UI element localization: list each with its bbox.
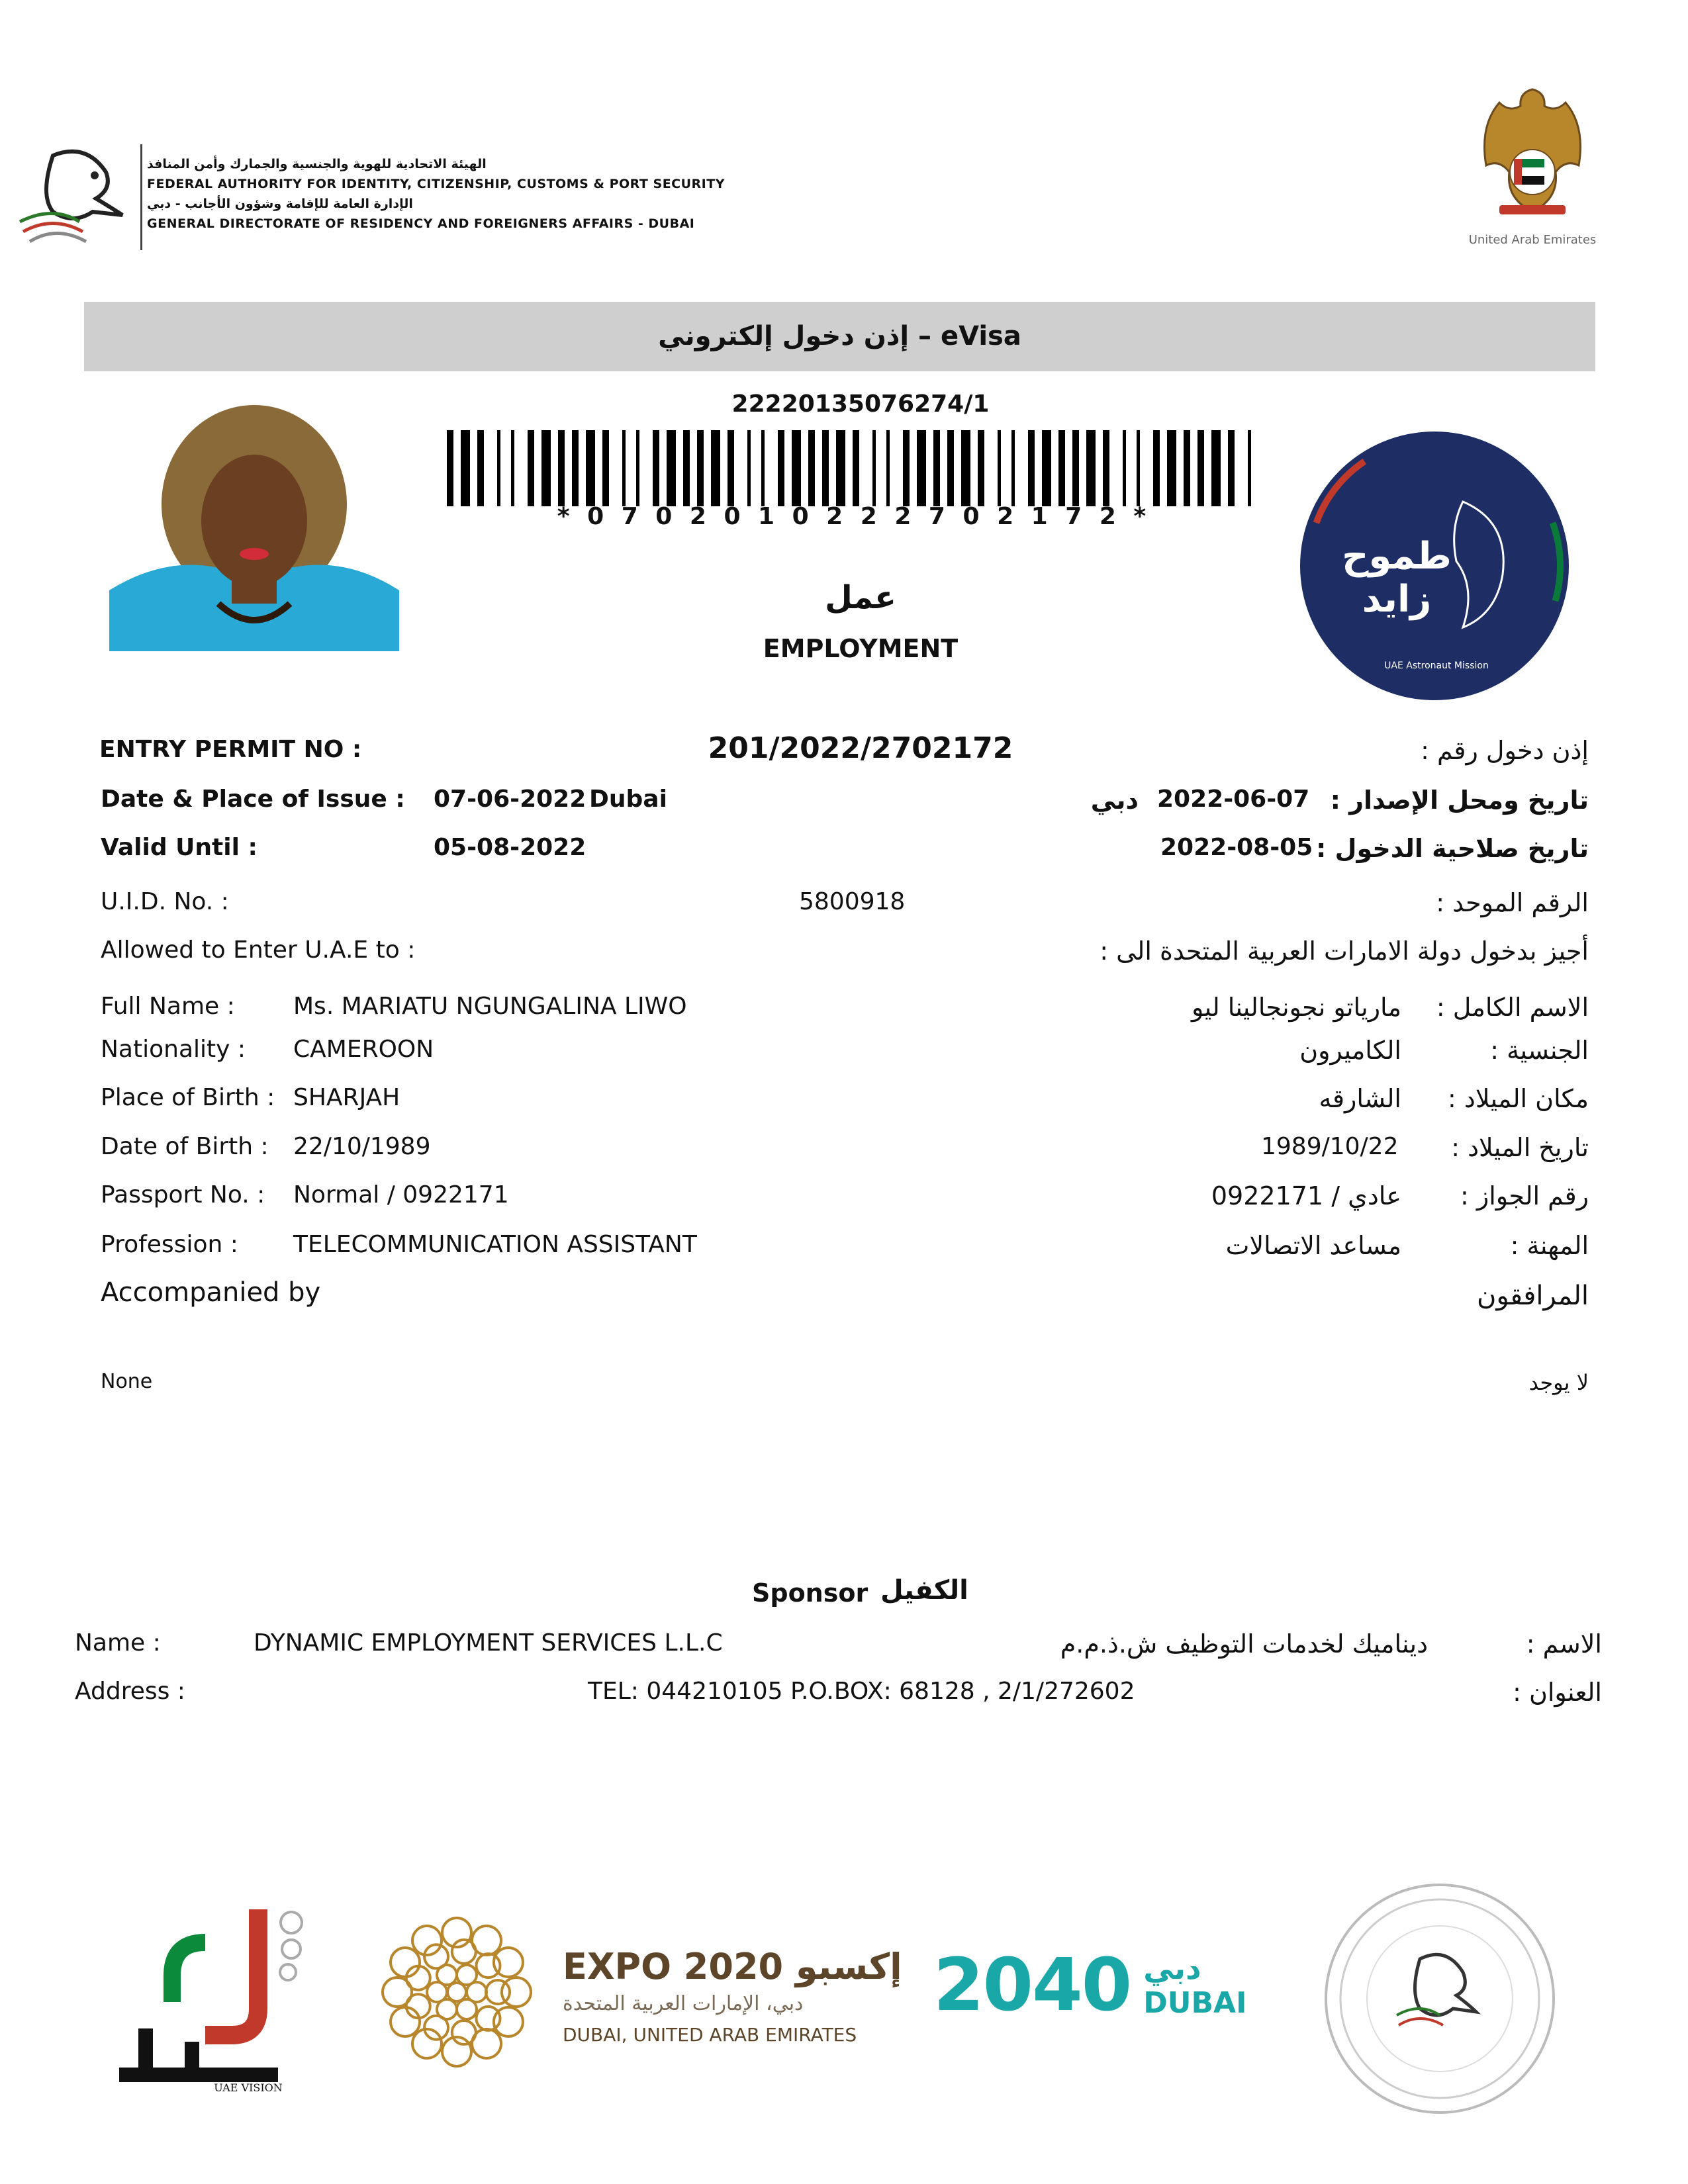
barcode-bar [1042, 430, 1051, 506]
passport-label-en: Passport No. : [101, 1181, 265, 1208]
sponsor-address-label-en: Address : [75, 1678, 185, 1705]
barcode-bar [961, 430, 970, 506]
authority-ar: الهيئة الاتحادية للهوية والجنسية والجمارك وأمن المنافذ [147, 157, 487, 171]
barcode-bar [998, 430, 1001, 506]
barcode-bar [541, 430, 551, 506]
dob-label-en: Date of Birth : [101, 1133, 269, 1160]
directorate-seal [1321, 1880, 1559, 2118]
barcode-bar [622, 430, 626, 506]
barcode-bar [683, 430, 690, 506]
barcode-digits: * 0 7 0 2 0 1 0 2 2 2 7 0 2 1 7 2 * [557, 503, 1151, 530]
barcode-bar [667, 430, 676, 506]
passport-label-ar: رقم الجواز : [1460, 1181, 1589, 1210]
sponsor-address: TEL: 044210105 P.O.BOX: 68128 , 2/1/272602 [588, 1678, 1135, 1705]
issue-place-ar: دبي [1090, 786, 1139, 815]
emblem-caption: United Arab Emirates [1468, 233, 1597, 247]
title-bar [84, 302, 1595, 371]
barcode-bar [447, 430, 453, 506]
birthplace-label-ar: مكان الميلاد : [1448, 1084, 1589, 1113]
holder-photo [109, 405, 399, 651]
authority-text [147, 154, 725, 234]
barcode-bar [1197, 430, 1204, 506]
sponsor-name-ar: ديناميك لخدمات التوظيف ش.ذ.م.م [1060, 1629, 1428, 1659]
nationality-label-en: Nationality : [101, 1036, 246, 1063]
profession-label-ar: المهنة : [1510, 1231, 1589, 1260]
badge-text-2: زايد [1362, 578, 1432, 621]
barcode-bar [558, 430, 565, 506]
barcode-bar [903, 430, 910, 506]
sponsor-heading-ar: الكفيل [880, 1575, 968, 1606]
uid-label-en: U.I.D. No. : [101, 888, 229, 915]
barcode-bar [586, 430, 595, 506]
barcode-bar [653, 430, 659, 506]
visa-type-ar: عمل [825, 579, 896, 616]
header-divider [140, 144, 142, 250]
sponsor-heading-en: Sponsor [752, 1578, 868, 1608]
barcode-bar [727, 430, 734, 506]
barcode-bar [747, 430, 751, 506]
uid-label-ar: الرقم الموحد : [1436, 888, 1589, 917]
issue-place-en: Dubai [589, 786, 667, 813]
badge-text-1: طموح [1342, 535, 1452, 578]
expo-wordmark-en [563, 1946, 902, 1987]
dob-value-en: 22/10/1989 [293, 1133, 431, 1160]
zayed-ambition-badge [1297, 429, 1572, 704]
expo-ring [476, 1954, 500, 1978]
fullname-label-ar: الاسم الكامل : [1436, 993, 1589, 1022]
barcode-bar [477, 430, 484, 506]
authority-logo [13, 142, 136, 248]
visa-type-en: EMPLOYMENT [763, 634, 959, 663]
directorate-en: GENERAL DIRECTORATE OF RESIDENCY AND FOREIGNERS AFFAIRS - DUBAI [147, 216, 695, 231]
expo-ring [391, 1948, 420, 1977]
barcode-bar [602, 430, 609, 506]
barcode-bar [1228, 430, 1235, 506]
barcode [447, 430, 1261, 506]
accompanied-value-en: None [101, 1370, 153, 1393]
barcode-bar [1184, 430, 1190, 506]
barcode-bar [872, 430, 876, 506]
dubai-ar: دبي [1143, 1950, 1201, 1986]
expo-ring [476, 2007, 500, 2030]
barcode-bar [1011, 430, 1015, 506]
permit-number: 201/2022/2702172 [708, 731, 1013, 765]
nationality-value-en: CAMEROON [293, 1036, 434, 1063]
barcode-bar [497, 430, 500, 506]
profession-label-en: Profession : [101, 1231, 238, 1258]
uae-vision-caption: UAE VISION [214, 2081, 283, 2094]
barcode-number-top: 22220135076274/1 [731, 390, 990, 418]
barcode-bar [1103, 430, 1109, 506]
barcode-bar [853, 430, 859, 506]
sponsor-name-label-ar: الاسم : [1526, 1629, 1602, 1659]
barcode-bar [778, 430, 784, 506]
nationality-value-ar: الكاميرون [1299, 1036, 1401, 1065]
issue-label-en: Date & Place of Issue : [101, 786, 405, 813]
barcode-bar [836, 430, 845, 506]
barcode-bar [711, 430, 720, 506]
barcode-bar [886, 430, 890, 506]
issue-date-ar: 2022-06-07 [1157, 786, 1310, 813]
dubai-2040-number: 2040 [933, 1942, 1131, 2027]
barcode-bar [808, 430, 815, 506]
barcode-bar [461, 430, 470, 506]
accompanied-label-en: Accompanied by [101, 1277, 321, 1308]
uae-vision-logo [106, 1903, 311, 2095]
barcode-bar [636, 430, 639, 506]
barcode-bar [978, 430, 984, 506]
valid-date-ar: 2022-08-05 [1160, 834, 1313, 861]
sponsor-name-en: DYNAMIC EMPLOYMENT SERVICES L.L.C [254, 1629, 723, 1657]
uid-value: 5800918 [799, 888, 906, 915]
barcode-bar [1123, 430, 1126, 506]
barcode-bar [1137, 430, 1140, 506]
expo-ring [437, 1965, 457, 1985]
profession-value-en: TELECOMMUNICATION ASSISTANT [293, 1231, 697, 1258]
barcode-bar [1058, 430, 1065, 506]
sponsor-name-label-en: Name : [75, 1629, 161, 1657]
birthplace-label-en: Place of Birth : [101, 1084, 275, 1111]
barcode-bar [933, 430, 940, 506]
barcode-bar [822, 430, 829, 506]
barcode-bar [1028, 430, 1035, 506]
uae-emblem [1473, 86, 1592, 238]
barcode-bar [511, 430, 514, 506]
profession-value-ar: مساعد الاتصالات [1225, 1231, 1401, 1260]
dubai-en: DUBAI [1143, 1985, 1247, 2020]
nationality-label-ar: الجنسية : [1490, 1036, 1589, 1065]
fullname-value-en: Ms. MARIATU NGUNGALINA LIWO [293, 993, 687, 1020]
permit-label-ar: إذن دخول رقم : [1421, 736, 1589, 765]
expo-ring [457, 1965, 477, 1985]
birthplace-value-en: SHARJAH [293, 1084, 400, 1111]
barcode-bar [947, 430, 954, 506]
issue-label-ar: تاريخ ومحل الإصدار : [1330, 786, 1589, 815]
passport-value-en: Normal / 0922171 [293, 1181, 509, 1208]
expo-ring [457, 1999, 477, 2019]
expo-ring [452, 2021, 476, 2044]
barcode-bar [1072, 430, 1079, 506]
expo-ring [452, 1940, 476, 1964]
allowed-label-ar: أجيز بدخول دولة الامارات العربية المتحدة الى : [1100, 936, 1589, 966]
expo-2020-emblem [367, 1903, 546, 2081]
barcode-bar [1153, 430, 1160, 506]
dob-label-ar: تاريخ الميلاد : [1451, 1133, 1589, 1162]
dubai-2040-logo [933, 1942, 1246, 2035]
expo-ring [391, 2007, 420, 2036]
barcode-bar [1248, 430, 1251, 506]
barcode-bar [697, 430, 704, 506]
sponsor-address-label-ar: العنوان : [1513, 1678, 1602, 1707]
barcode-bar [572, 430, 579, 506]
fullname-label-en: Full Name : [101, 993, 235, 1020]
expo-ar: إكسبو [795, 1946, 902, 1987]
valid-label-ar: تاريخ صلاحية الدخول : [1316, 834, 1589, 863]
barcode-bar [917, 430, 926, 506]
accompanied-value-ar: لا يوجد [1528, 1370, 1589, 1395]
birthplace-value-ar: الشارقه [1319, 1084, 1401, 1113]
barcode-bar [761, 430, 765, 506]
authority-en: FEDERAL AUTHORITY FOR IDENTITY, CITIZENSHIP, CUSTOMS & PORT SECURITY [147, 177, 725, 191]
badge-caption: UAE Astronaut Mission [1384, 660, 1489, 671]
document-title: إذن دخول إلكتروني – eVisa [658, 321, 1021, 351]
barcode-bar [1086, 430, 1096, 506]
expo-sub-ar: دبي، الإمارات العربية المتحدة [563, 1992, 804, 2015]
issue-date-en: 07-06-2022 [434, 786, 586, 813]
allowed-label-en: Allowed to Enter U.A.E to : [101, 936, 416, 964]
barcode-bar [1167, 430, 1176, 506]
passport-value-ar: عادي / 0922171 [1211, 1181, 1401, 1210]
fullname-value-ar: مارياتو نجونجالينا ليو [1192, 993, 1401, 1022]
valid-label-en: Valid Until : [101, 834, 258, 861]
expo-en: EXPO 2020 [563, 1946, 784, 1987]
expo-ring [486, 1980, 510, 2004]
expo-sub-en: DUBAI, UNITED ARAB EMIRATES [563, 2024, 857, 2046]
accompanied-label-ar: المرافقون [1476, 1281, 1589, 1311]
barcode-bar [1211, 430, 1221, 506]
directorate-ar: الإدارة العامة للإقامة وشؤون الأجانب - دبي [147, 197, 413, 211]
dob-value-ar: 1989/10/22 [1261, 1133, 1399, 1160]
barcode-bar [528, 430, 534, 506]
permit-label-en: ENTRY PERMIT NO : [99, 736, 362, 763]
barcode-bar [792, 430, 801, 506]
valid-date-en: 05-08-2022 [434, 834, 586, 861]
